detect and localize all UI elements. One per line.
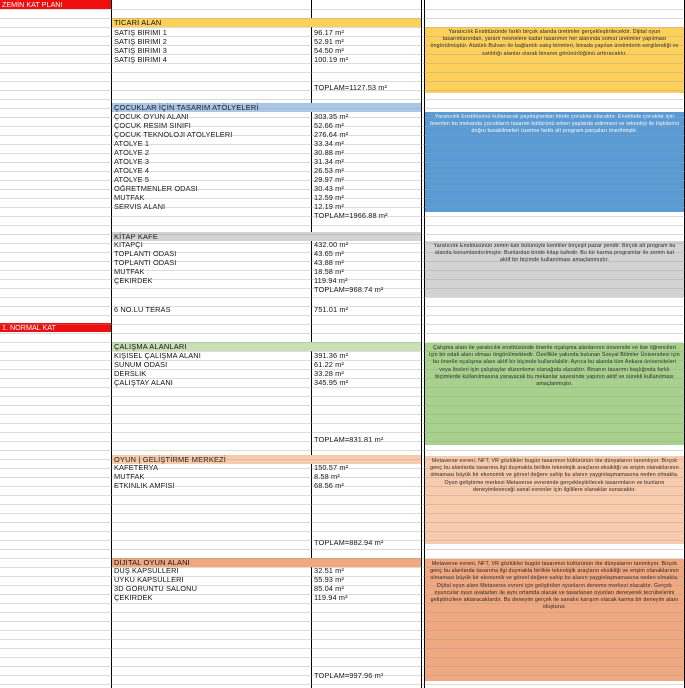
room-name: ETKİNLİK AMFİSİ (114, 482, 175, 490)
room-name: SATIŞ BİRİMİ 2 (114, 38, 168, 46)
section-total: TOPLAM=1966.88 m² (314, 212, 388, 220)
row-gridline (0, 117, 685, 118)
section-title: ÇALIŞMA ALANLARI (114, 342, 187, 351)
row-gridline (0, 648, 685, 649)
row-gridline (0, 153, 685, 154)
room-name: ÖĞRETMENLER ODASI (114, 185, 198, 193)
room-area: 30.88 m² (314, 149, 344, 157)
room-area: 100.19 m² (314, 56, 349, 64)
row-gridline (0, 522, 685, 523)
room-name: ÇOCUK TEKNOLOJİ ATÖLYELERİ (114, 131, 233, 139)
row-gridline (0, 396, 685, 397)
room-name: DUŞ KAPSÜLLERİ (114, 567, 179, 575)
section-title: KİTAP KAFE (114, 232, 159, 241)
row-gridline (0, 576, 685, 577)
row-gridline (0, 135, 685, 136)
row-gridline (0, 270, 685, 271)
room-area: 68.56 m² (314, 482, 344, 490)
row-gridline (0, 450, 685, 451)
room-area: 150.57 m² (314, 464, 349, 472)
room-area: 26.53 m² (314, 167, 344, 175)
row-gridline (0, 288, 685, 289)
row-gridline (0, 414, 685, 415)
row-gridline (0, 63, 685, 64)
room-name: TOPLANTI ODASI (114, 250, 177, 258)
row-gridline (0, 369, 685, 370)
room-area: 61.22 m² (314, 361, 344, 369)
room-name: ATÖLYE 2 (114, 149, 150, 157)
room-name: SUNUM ODASI (114, 361, 168, 369)
row-gridline (0, 477, 685, 478)
terrace-area: 751.01 m² (314, 306, 349, 314)
row-gridline (0, 243, 685, 244)
row-gridline (0, 225, 685, 226)
room-name: ATÖLYE 3 (114, 158, 150, 166)
room-name: ATÖLYE 1 (114, 140, 150, 148)
row-gridline (0, 216, 685, 217)
row-gridline (0, 189, 685, 190)
row-gridline (0, 459, 685, 460)
row-gridline (0, 441, 685, 442)
row-gridline (0, 324, 685, 325)
room-area: 96.17 m² (314, 29, 344, 37)
row-gridline (0, 333, 685, 334)
row-gridline (0, 252, 685, 253)
row-gridline (0, 180, 685, 181)
row-gridline (0, 603, 685, 604)
row-gridline (0, 207, 685, 208)
row-gridline (0, 261, 685, 262)
row-gridline (0, 234, 685, 235)
row-gridline (0, 81, 685, 82)
row-gridline (0, 549, 685, 550)
row-gridline (0, 198, 685, 199)
section-title: ÇOCUKLAR İÇİN TASARIM ATÖLYELERİ (114, 103, 259, 112)
room-area: 30.43 m² (314, 185, 344, 193)
row-gridline (0, 108, 685, 109)
row-gridline (0, 171, 685, 172)
section-description: Metaverse evreni, NFT, VR gözlükler bugün tasarımın kültürünün öte dünyalarını tanımlıyor. Birçok genç bu alanlarda tasarıma ilgi duymakla birlikte teknolojik araçların eksikliği ve erişim olanaklarının olmaması büyük bir ekonomik ve görsel değere sahip bu alanın yayginlaşmamasına neden olmakta. Dijital oyun alanı Metaverse evreni için geliştirilen oyunların deneme merkezi olacaktır. Gerçek oyuncular oyun avatarları ile aynı ortamda olacak ve tasarlanan oyunları deneyerek tecrübelerini geliştiricilere aktaracaklardır. Bu deneyim gerçek ile sanalın karışım olacak karma bir deneyim alanı oluşturur. (425, 559, 684, 681)
row-gridline (0, 45, 685, 46)
row-gridline (0, 567, 685, 568)
section-total: TOPLAM=1127.53 m² (314, 84, 388, 92)
section-description: Yaratıcılık Enstitüsünde farklı birçok alanda üretimler gerçekleştirilecektir. Dijital oyun tasarımlarından, yararlı nesnelere kadar tasarımın her alanında somut üretimler yapılması öngörülmüştür. Atatürk Bulvarı ile bağlantılı satış birimleri, binada yapılan üretimlerin sergilendiği ve satıldığı alanlar olarak binanın görünürlüğünü arttıracaktır. (425, 27, 684, 93)
room-area: 52.66 m² (314, 122, 344, 130)
room-area: 54.50 m² (314, 47, 344, 55)
room-area: 33.34 m² (314, 140, 344, 148)
row-gridline (0, 297, 685, 298)
room-name: SATIŞ BİRİMİ 4 (114, 56, 168, 64)
row-gridline (0, 468, 685, 469)
room-name: ÇEKİRDEK (114, 594, 153, 602)
section-total: TOPLAM=968.74 m² (314, 286, 384, 294)
room-area: 43.88 m² (314, 259, 344, 267)
room-name: ATÖLYE 5 (114, 176, 150, 184)
row-gridline (0, 657, 685, 658)
room-area: 85.04 m² (314, 585, 344, 593)
section-title: TİCARİ ALAN (114, 18, 162, 27)
room-name: TOPLANTI ODASI (114, 259, 177, 267)
row-gridline (0, 144, 685, 145)
room-name: KİTAPÇI (114, 241, 143, 249)
room-area: 119.94 m² (314, 594, 348, 602)
section-description: Yaratıcılık Enstitüsünü kullanacak paydaşlardan biride çocuklar olacaktır. Enstitüde çocuklar için önerilen bu mekanda çocukların tasarım kültürünü erken yaşlarda edinmesi ve teknoloji ile ilişkilerini doğru kurabilmeleri üzerine farklı alt program parçaları önerilmiştir. (425, 112, 684, 212)
row-gridline (0, 495, 685, 496)
row-gridline (0, 612, 685, 613)
section-title: OYUN | GELİŞTİRME MERKEZİ (114, 455, 227, 464)
row-gridline (0, 684, 685, 685)
room-area: 29.97 m² (314, 176, 344, 184)
room-name: 3D GÖRÜNTÜ SALONU (114, 585, 198, 593)
section-total: TOPLAM=831.81 m² (314, 436, 384, 444)
section-title: DİJİTAL OYUN ALANI (114, 558, 190, 567)
section-description: Çalışma alanı ile yaratıcılık enstitüsünde önerile nçalışma alanlarının üniversite ve lise öğrencileri için bir odak alanı olması öngörülmektedir. Özellikle yakında bulunan Sosyal Bilimler Üniversitesi için bu önerile nçalışma alanı aktif bir biçimde kullanılabilir. Ayrıca bu alanda tüm Ankara üniversiteleri veya liseleri için çalıştaylar düzenleme olanağıda olacaktır. Binanın tasarımı başlığında farklı biçimlerde kullanılmasına yarayacak bu mekanlar sayesinde yapının aktif ve sürekli kullanılması amaçlanmıştır. (425, 343, 684, 445)
row-gridline (0, 486, 685, 487)
row-gridline (0, 306, 685, 307)
floor-label-ground: ZEMİN KAT PLANI (0, 0, 111, 9)
room-name: ÇOCUK RESİM SINIFI (114, 122, 191, 130)
row-gridline (0, 90, 685, 91)
section-total: TOPLAM=882.94 m² (314, 539, 384, 547)
room-area: 32.51 m² (314, 567, 344, 575)
room-area: 43.65 m² (314, 250, 344, 258)
room-name: SATIŞ BİRİMİ 1 (114, 29, 168, 37)
room-name: SATIŞ BİRİMİ 3 (114, 47, 168, 55)
room-name: ÇOCUK OYUN ALANI (114, 113, 189, 121)
room-area: 12.59 m² (314, 194, 344, 202)
room-name: KİŞİSEL ÇALIŞMA ALANI (114, 352, 201, 360)
row-gridline (0, 315, 685, 316)
room-name: ATÖLYE 4 (114, 167, 150, 175)
row-gridline (0, 432, 685, 433)
row-gridline (0, 99, 685, 100)
row-gridline (0, 621, 685, 622)
section-description: Yaratıcılık Enstitüsünün zemin katı bütünüyle kentliler birçeşit pazar yeridir. Birçok alt program bu alanda konumlandırılmıştır. Bunlardan biride kitap kafedir. Bu tür karma programlar ile zemin kat aktif bir biçimde kullanılması amaçlanmıştır. (425, 241, 684, 297)
room-name: UYKU KAPSÜLLERİ (114, 576, 184, 584)
room-area: 33.28 m² (314, 370, 344, 378)
room-area: 55.93 m² (314, 576, 344, 584)
room-area: 391.36 m² (314, 352, 349, 360)
row-gridline (0, 27, 685, 28)
row-gridline (0, 378, 685, 379)
row-gridline (0, 9, 685, 10)
room-name: MUTFAK (114, 268, 145, 276)
row-gridline (0, 531, 685, 532)
room-area: 8.58 m² (314, 473, 340, 481)
row-gridline (0, 360, 685, 361)
room-name: MUTFAK (114, 194, 145, 202)
row-gridline (0, 72, 685, 73)
row-gridline (0, 675, 685, 676)
room-name: MUTFAK (114, 473, 145, 481)
room-name: ÇEKİRDEK (114, 277, 153, 285)
room-name: ÇALIŞTAY ALANI (114, 379, 173, 387)
room-area: 18.58 m² (314, 268, 344, 276)
row-gridline (0, 630, 685, 631)
row-gridline (0, 423, 685, 424)
room-area: 52.91 m² (314, 38, 344, 46)
row-gridline (0, 558, 685, 559)
row-gridline (0, 36, 685, 37)
row-gridline (0, 162, 685, 163)
room-area: 119.94 m² (314, 277, 348, 285)
room-area: 31.34 m² (314, 158, 344, 166)
row-gridline (0, 405, 685, 406)
row-gridline (0, 342, 685, 343)
row-gridline (0, 351, 685, 352)
row-gridline (0, 540, 685, 541)
row-gridline (0, 594, 685, 595)
room-area: 12.19 m² (314, 203, 344, 211)
row-gridline (0, 666, 685, 667)
row-gridline (0, 126, 685, 127)
room-area: 276.64 m² (314, 131, 349, 139)
row-gridline (0, 279, 685, 280)
row-gridline (0, 387, 685, 388)
row-gridline (0, 513, 685, 514)
row-gridline (0, 639, 685, 640)
room-name: KAFETERYA (114, 464, 159, 472)
room-area: 432.00 m² (314, 241, 349, 249)
floor-label-first: 1. NORMAL KAT (0, 323, 111, 332)
terrace-name: 6 NO.LU TERAS (114, 306, 171, 314)
room-name: SERVİS ALANI (114, 203, 166, 211)
section-total: TOPLAM=997.96 m² (314, 672, 384, 680)
section-description: Metaverse evreni, NFT, VR gözlükler bugün tasarımın kültürünün öte dünyalarını tanımlıyor. Birçok genç bu alanlarda tasarıma ilgi duymakla birlikte teknolojik araçların eksikliği ve erişim olanaklarının olmaması büyük bir ekonomik ve görsel değere sahip bu alanın yayginlaşmamasına neden olmakta. Oyun geliştirme merkezi Metaverse evreninde gerçekleştirilecek tasarımların ve bunların deneyimleneceği sanal evrenler için ilgililere olanaklar sunacaktır. (425, 456, 684, 544)
room-name: DERSLİK (114, 370, 147, 378)
row-gridline (0, 54, 685, 55)
room-area: 303.35 m² (314, 113, 349, 121)
room-area: 345.95 m² (314, 379, 349, 387)
row-gridline (0, 18, 685, 19)
row-gridline (0, 504, 685, 505)
row-gridline (0, 585, 685, 586)
